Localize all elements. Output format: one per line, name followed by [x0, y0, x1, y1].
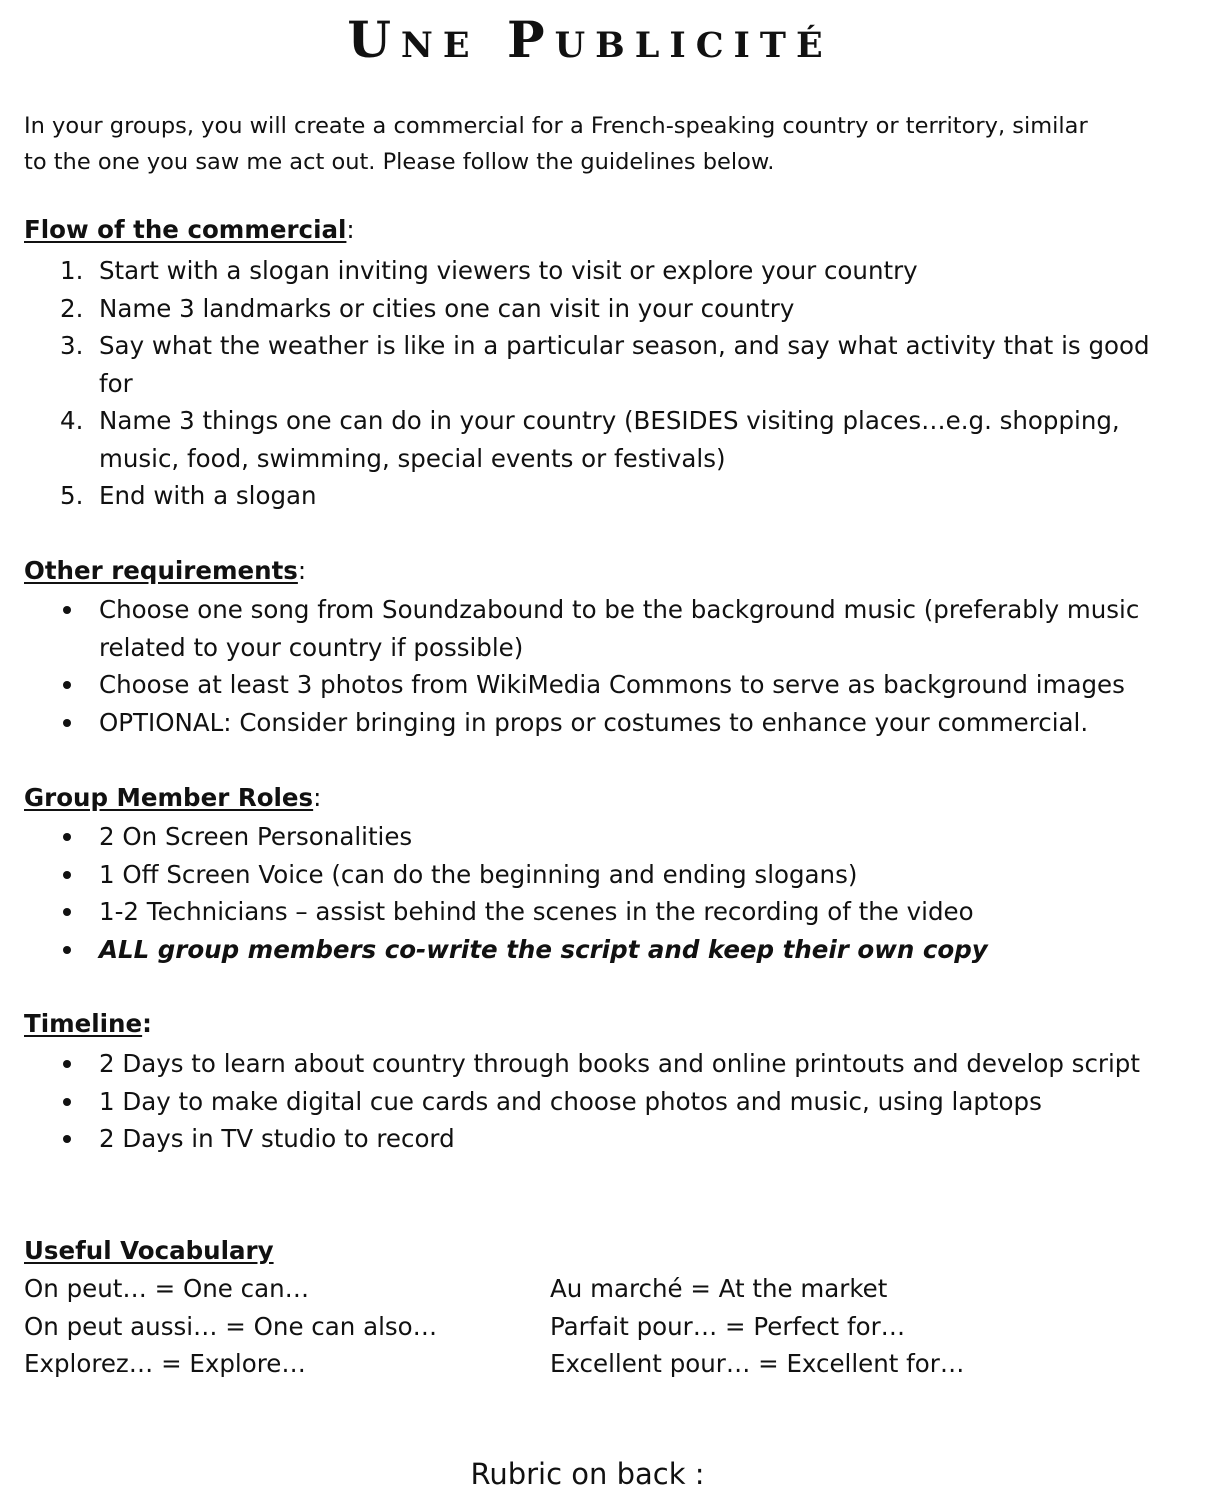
roles-item-1: [60, 818, 1170, 856]
flow-item-4-number: 4.: [60, 406, 84, 435]
timeline-heading: [24, 1007, 152, 1041]
vocab-table: [24, 1270, 1174, 1383]
flow-item-4: [60, 402, 1170, 477]
timeline-item-1-text: 2 Days to learn about country through books and online printouts and develop script: [99, 1049, 1140, 1078]
vocab-row-3-right: Excellent pour… = Excellent for…: [550, 1349, 965, 1378]
flow-item-1: [60, 252, 1170, 290]
timeline-heading-text: Timeline: [24, 1009, 143, 1038]
other-heading: [24, 554, 306, 588]
vocab-row: [24, 1270, 1174, 1308]
vocab-row-3-left: Explorez… = Explore…: [24, 1349, 306, 1378]
other-item-1: [60, 591, 1170, 666]
bullet-icon: [63, 1098, 71, 1106]
roles-item-1-text: 2 On Screen Personalities: [99, 822, 413, 851]
vocab-row: [24, 1345, 1174, 1383]
flow-item-3-number: 3.: [60, 331, 84, 360]
vocab-heading-text: Useful Vocabulary: [24, 1236, 274, 1265]
flow-heading: [24, 213, 355, 247]
flow-item-5: [60, 477, 1170, 515]
roles-item-4: [60, 931, 1170, 969]
roles-heading-colon: :: [313, 783, 322, 812]
flow-item-2-number: 2.: [60, 293, 84, 323]
vocab-row-2-right: Parfait pour… = Perfect for…: [550, 1311, 906, 1341]
bullet-icon: [63, 681, 71, 689]
bullet-icon: [63, 871, 71, 879]
other-item-2: [60, 666, 1170, 704]
other-heading-colon: :: [297, 556, 307, 585]
other-item-2-text: Choose at least 3 photos from WikiMedia Commons to serve as background images: [99, 670, 1125, 699]
vocab-row-2-left: On peut aussi… = One can also…: [24, 1311, 438, 1341]
vocab-row-1-right: Au marché = At the market: [550, 1274, 888, 1303]
roles-emphasis-text: ALL group members co-write the script and keep their own copy: [99, 934, 988, 964]
bullet-icon: [63, 1135, 71, 1143]
flow-item-3-text: Say what the weather is like in a particular season, and say what activity that is good for: [99, 331, 1150, 398]
other-item-3: [60, 704, 1170, 742]
other-list: [60, 591, 1170, 741]
timeline-list: [60, 1045, 1170, 1158]
flow-list: [60, 252, 1170, 515]
flow-item-5-number: 5.: [60, 481, 84, 510]
roles-item-3-text: 1-2 Technicians – assist behind the scenes in the recording of the video: [99, 897, 974, 926]
rubric-note: Rubric on back :: [470, 1457, 705, 1491]
roles-list: [60, 818, 1170, 968]
intro-line-1: In your groups, you will create a commercial for a French-speaking country or territory, similar: [24, 113, 1088, 139]
timeline-item-2: [60, 1083, 1170, 1121]
flow-item-3: [60, 327, 1170, 402]
roles-item-2: [60, 856, 1170, 894]
bullet-icon: [63, 719, 71, 727]
flow-item-5-text: End with a slogan: [99, 481, 317, 510]
other-heading-text: Other requirements: [24, 556, 298, 585]
intro-paragraph: [24, 108, 1174, 180]
bullet-icon: [63, 606, 71, 614]
bullet-icon: [63, 946, 71, 954]
flow-item-1-number: 1.: [60, 256, 84, 285]
roles-heading-text: Group Member Roles: [24, 783, 314, 812]
timeline-item-3: [60, 1120, 1170, 1158]
bullet-icon: [63, 908, 71, 916]
bullet-icon: [63, 1060, 71, 1068]
other-item-1-text: Choose one song from Soundzabound to be the background music (preferably music related to your country if possible): [99, 595, 1140, 662]
page-title: Une Publicité: [347, 10, 833, 69]
flow-item-1-text: Start with a slogan inviting viewers to visit or explore your country: [99, 256, 918, 285]
vocab-row: [24, 1308, 1174, 1346]
timeline-item-2-text: 1 Day to make digital cue cards and choose photos and music, using laptops: [99, 1086, 1042, 1116]
flow-item-2-text: Name 3 landmarks or cities one can visit in your country: [99, 293, 795, 323]
roles-item-2-text: 1 Off Screen Voice (can do the beginning and ending slogans): [99, 859, 858, 889]
roles-heading: [24, 781, 321, 815]
vocab-row-1-left: On peut… = One can…: [24, 1274, 310, 1303]
flow-heading-colon: :: [346, 215, 355, 244]
flow-heading-text: Flow of the commercial: [24, 215, 347, 244]
bullet-icon: [63, 833, 71, 841]
timeline-item-1: [60, 1045, 1170, 1083]
flow-item-4-text: Name 3 things one can do in your country (BESIDES visiting places…e.g. shopping, music, food, swimming, special events or festivals): [99, 406, 1120, 473]
timeline-heading-colon: :: [142, 1009, 152, 1038]
flow-item-2: [60, 290, 1170, 328]
intro-line-2: to the one you saw me act out. Please follow the guidelines below.: [24, 149, 775, 175]
timeline-item-3-text: 2 Days in TV studio to record: [99, 1124, 455, 1153]
vocab-heading: [24, 1234, 274, 1268]
roles-item-3: [60, 893, 1170, 931]
other-item-3-text: OPTIONAL: Consider bringing in props or costumes to enhance your commercial.: [99, 707, 1089, 737]
